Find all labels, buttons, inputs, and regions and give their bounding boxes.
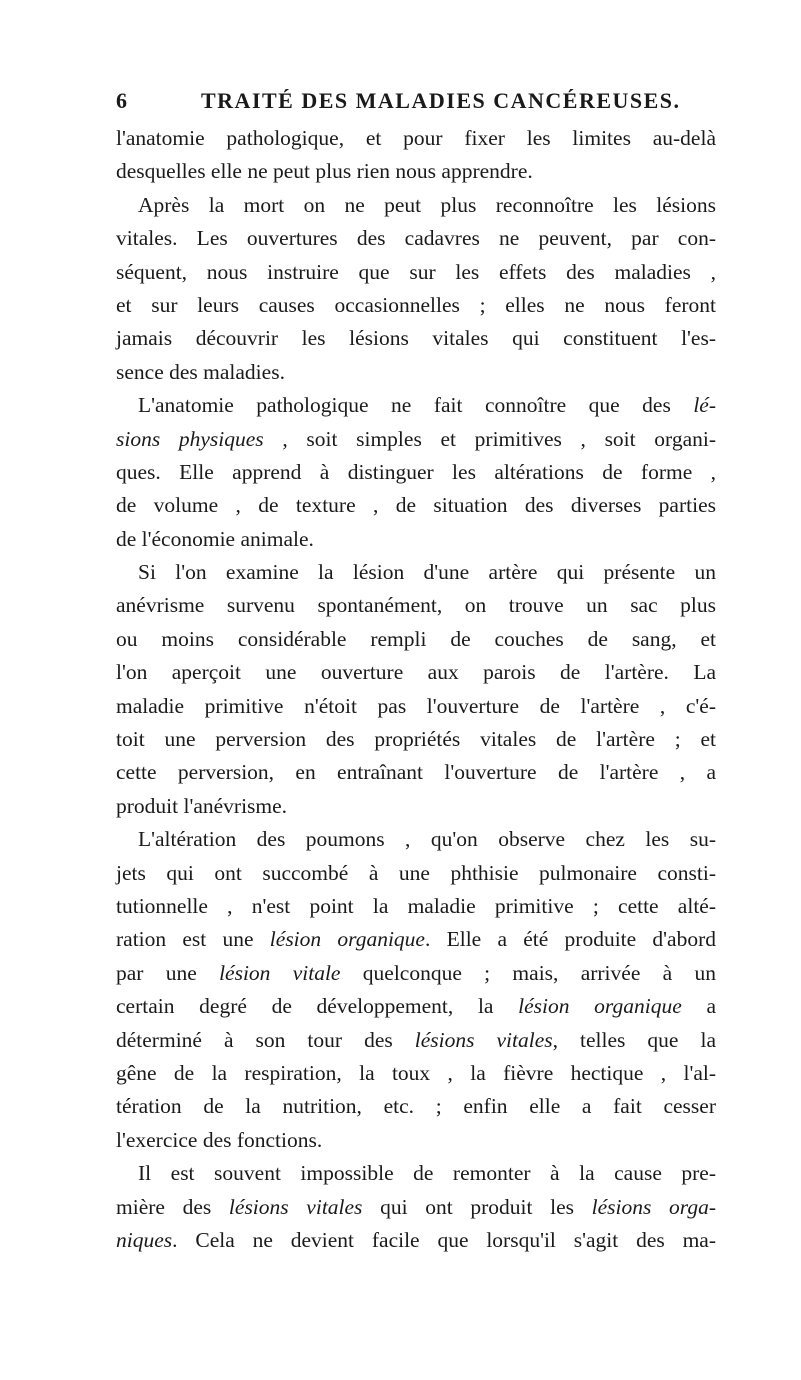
italic-text: lé- [693, 393, 716, 418]
text-line [116, 923, 716, 956]
body-text [116, 122, 716, 1257]
text-span: certain degré de développement, la [116, 994, 519, 1019]
text-span: , telles que la [552, 1027, 716, 1052]
text-line [116, 1124, 716, 1157]
text-line [116, 790, 716, 823]
text-span: de volume , de texture , de situation des diverses parties [116, 493, 716, 518]
text-line [116, 1090, 716, 1123]
text-line [116, 1157, 716, 1190]
italic-text: lésion organique [269, 927, 425, 952]
text-span: ou moins considérable rempli de couches de sang, et [116, 626, 716, 651]
running-title: TRAITÉ DES MALADIES CANCÉREUSES. [201, 88, 681, 113]
text-line [116, 222, 716, 255]
text-span: produit l'anévrisme. [116, 793, 288, 818]
text-line [116, 690, 716, 723]
text-span: déterminé à son tour des [116, 1027, 415, 1052]
text-span: desquelles elle ne peut plus rien nous apprendre. [116, 159, 533, 184]
text-span: vitales. Les ouvertures des cadavres ne peuvent, par con- [116, 226, 716, 251]
text-span: séquent, nous instruire que sur les effets des maladies , [116, 259, 716, 284]
text-line [116, 556, 716, 589]
text-span: et sur leurs causes occasionnelles ; elles ne nous feront [116, 292, 716, 317]
text-span: gêne de la respiration, la toux , la fièvre hectique , l'al- [116, 1060, 716, 1085]
text-line [116, 523, 716, 556]
text-span: a [681, 994, 716, 1019]
text-span: toit une perversion des propriétés vitales de l'artère ; et [116, 727, 716, 752]
text-line [116, 389, 716, 422]
text-span: qui ont produit les [362, 1194, 592, 1219]
text-span: maladie primitive n'étoit pas l'ouverture de l'artère , c'é- [116, 693, 716, 718]
text-span: jamais découvrir les lésions vitales qui constituent l'es- [116, 326, 716, 351]
text-line [116, 957, 716, 990]
page-number: 6 [116, 88, 128, 113]
text-span: . Cela ne devient facile que lorsqu'il s'agit des ma- [172, 1227, 716, 1252]
text-span: ration est une [116, 927, 270, 952]
text-line [116, 155, 716, 188]
text-span: ques. Elle apprend à distinguer les altérations de forme , [116, 459, 716, 484]
text-span: anévrisme survenu spontanément, on trouve un sac plus [116, 593, 716, 618]
text-span: Après la mort on ne peut plus reconnoître les lésions [138, 192, 716, 217]
text-line [116, 189, 716, 222]
italic-text: lésions orga- [591, 1194, 717, 1219]
text-span: . Elle a été produite d'abord [424, 927, 716, 952]
italic-text: sions physiques [116, 426, 264, 451]
text-line [116, 1224, 716, 1257]
italic-text: lésion vitale [219, 960, 341, 985]
text-line [116, 256, 716, 289]
text-span: , soit simples et primitives , soit organi- [263, 426, 716, 451]
text-span: cette perversion, en entraînant l'ouverture de l'artère , a [116, 760, 716, 785]
text-span: de l'économie animale. [116, 526, 314, 551]
text-line [116, 857, 716, 890]
text-line [116, 990, 716, 1023]
text-line [116, 1191, 716, 1224]
text-line [116, 1024, 716, 1057]
text-line [116, 456, 716, 489]
italic-text: lésions vitales [414, 1027, 553, 1052]
text-span: l'on aperçoit une ouverture aux parois de l'artère. La [116, 660, 716, 685]
text-span: l'exercice des fonctions. [116, 1127, 323, 1152]
text-line [116, 890, 716, 923]
italic-text: niques [116, 1227, 173, 1252]
text-span: Il est souvent impossible de remonter à la cause pre- [138, 1161, 716, 1186]
text-line [116, 322, 716, 355]
text-line [116, 723, 716, 756]
text-line [116, 589, 716, 622]
text-line [116, 623, 716, 656]
italic-text: lésions vitales [228, 1194, 363, 1219]
text-line [116, 489, 716, 522]
text-line [116, 756, 716, 789]
text-span: mière des [116, 1194, 229, 1219]
text-span: L'anatomie pathologique ne fait connoître que des [138, 393, 694, 418]
text-line [116, 289, 716, 322]
text-span: L'altération des poumons , qu'on observe chez les su- [138, 827, 716, 852]
text-line [116, 122, 716, 155]
text-line [116, 423, 716, 456]
text-line [116, 356, 716, 389]
text-span: sence des maladies. [116, 359, 285, 384]
text-span: quelconque ; mais, arrivée à un [340, 960, 716, 985]
text-span: par une [116, 960, 220, 985]
text-line [116, 656, 716, 689]
page-header [116, 88, 706, 118]
text-span: tutionnelle , n'est point la maladie primitive ; cette alté- [116, 893, 716, 918]
text-span: l'anatomie pathologique, et pour fixer les limites au-delà [116, 126, 716, 150]
italic-text: lésion organique [518, 994, 682, 1019]
text-span: Si l'on examine la lésion d'une artère qui présente un [138, 560, 716, 585]
text-span: tération de la nutrition, etc. ; enfin elle a fait cesser [116, 1094, 716, 1119]
text-span: jets qui ont succombé à une phthisie pulmonaire consti- [116, 860, 716, 885]
text-line [116, 1057, 716, 1090]
text-line [116, 823, 716, 856]
